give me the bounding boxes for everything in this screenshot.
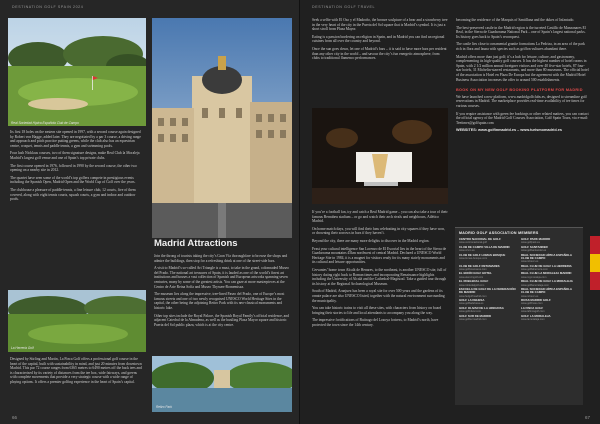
club-website[interactable]: www.golfpark.es [521, 241, 540, 245]
paragraph: Once the sun goes down, let one of Madrid’s bars – it is said to have more bars per resident than any other city in the world – and savour the city’s fun energetic atmosphere, from clubs to traditional flamenco performances. [312, 46, 447, 61]
club-name: REAL CLUB LA MORALEJA MADRID [521, 271, 572, 276]
list-item [521, 299, 579, 305]
golf-course-illustration [8, 18, 146, 126]
list-item [459, 238, 517, 244]
list-item [521, 246, 579, 252]
paragraph: If you’re a football fan, try and catch a Real Madrid game – you can also take a tour of their famous Bernabeu stadium – or go and watch their arch rivals and neighbours, Atlético Madrid. [312, 210, 448, 224]
list-item [459, 315, 517, 321]
retiro-illustration [152, 356, 292, 412]
club-website[interactable]: www.golfsurmadrid.com [459, 318, 487, 322]
club-website[interactable]: www.rshecc.es [521, 260, 539, 264]
club-name: GOLF OLIVAR DE LA HINOJOSA [459, 305, 504, 310]
club-website[interactable]: www.rshecc.es [521, 294, 539, 298]
club-website[interactable]: www.golflaherreria.com [521, 267, 548, 271]
club-name: EL ENCÍN GOLF HOTEL [459, 271, 492, 276]
left-col-text-1 [10, 130, 144, 205]
club-website[interactable]: www.elencingolf.com [459, 275, 484, 279]
club-name: GOLF LA DEHESA [459, 298, 485, 303]
list-item [521, 315, 579, 321]
club-name: LA FINCA GOLF [521, 305, 544, 310]
list-item [521, 254, 579, 264]
madrid-street-illustration [152, 18, 292, 238]
flag-stripe-yellow [590, 254, 600, 272]
club-name: CLUB DE CAMPO VILLA DE MADRID [459, 244, 510, 249]
club-website[interactable]: www.centronacional.golf [459, 241, 487, 245]
photo2-caption: La Herreria Golf [11, 346, 34, 350]
paragraph: Beyond the city, there are many more delights to discover in the Madrid region. [312, 238, 430, 243]
photo1-caption: Real Sociedad Hípica Española Club de Campo [11, 121, 79, 125]
golf-course-photo-2 [8, 290, 146, 352]
running-head-right: DESTINATION GOLF TRAVEL [312, 5, 376, 9]
list-item [521, 272, 579, 278]
attractions-heading: Madrid Attractions [154, 238, 238, 249]
herreria-illustration [8, 290, 146, 352]
flag-stripe-red-top [590, 236, 600, 254]
club-website[interactable]: www.lamoraleja.com [521, 318, 545, 322]
club-website[interactable]: www.lomas-bosque.com [459, 256, 488, 260]
club-website[interactable]: www.golfretamares.com [459, 267, 487, 271]
retiro-park-photo [152, 356, 292, 412]
paragraph: You can take historic trains to visit all these sites, with characters from history on board bringing their stories to life and local attendants to accompany you along the way. [312, 306, 442, 315]
list-item [459, 299, 517, 305]
club-name: REAL CLUB DE GOLF LA MORALEJA [521, 279, 573, 284]
madrid-gran-via-photo [152, 18, 292, 238]
paragraph: The best-preserved castle in the Madrid region is the turreted Castillo de Manzanares El Real, in the Sierra de Guadarrama National Park – one of Spain’s largest national parks. Its history goes back to Spain’s reconquest. [456, 25, 586, 39]
paragraph: The quartet have seen some of the world’s top golfers compete in prestigious events including the Spanish Open, Madrid Open and the World Cup of Golf over the years. [10, 175, 136, 185]
left-col-text-2 [10, 357, 144, 388]
paragraph: If you require assistance with green fee bookings or other related matters, you can contact the official agency of the Madrid Golf Courses Association, Golf Spain Tours, via e-mail: Teetimes@golfspain.com [456, 111, 589, 125]
paragraph: Seek a selfie with El Oso y el Madroño, the bronze sculpture of a bear and a strawberry tree in the very heart of the city in the Puerta del Sol square that is Madrid’s symbol. It is just a short stroll from Plaza Mayor. [312, 18, 448, 32]
paragraph: On home match days, you will find their fans celebrating in city squares if they have won, or drowning their sorrows in bars if they haven’t. [312, 226, 445, 236]
right-col-1-text [312, 210, 448, 330]
club-name: CLUB DE GOLF RETAMARES [459, 263, 500, 268]
paragraph: The castle lies close to ornamental granite formations La Pedriza, in an area of the park rich in flora and fauna with species such as griffon vultures abundant there. [456, 42, 585, 51]
paragraph: Its first 18 holes on the eastern site opened in 1997, with a second course again designed by Robert von Hagge, added later. They are negotiated by a par 3 course, a driving range and approach and pitch practice putting greens, while the club also has an equestrian centre, croquet, tennis and paddle tennis, a gym and swimming pools. [10, 130, 141, 148]
club-name: CENTRO NACIONAL DE GOLF [459, 237, 501, 241]
club-name: GOLF SANTANDER [521, 244, 548, 249]
club-name: REAL SOCIEDAD HÍPICA ESPAÑOLA CLUB DE CAMPO [521, 287, 572, 295]
websites-label: WEBSITES: [456, 128, 478, 133]
paragraph: Other top sites include the Royal Palace, the Spanish Royal Family’s official residence, and adjacent Catedral de la Almudena, as well as the bustling Plaza Mayor square and historic Puerta del Sol public plaza, which is at the city centre. [154, 313, 290, 327]
paragraph: Eating is a passion bordering on religion in Spain, and in Madrid you can find an regional cuisines from all over the country and beyond. [312, 34, 445, 44]
list-item [459, 280, 517, 286]
list-item [521, 307, 579, 313]
paragraph: The first course opened in 1976, followed in 1990 by the second course, the other two opening on a nearby site in 2012. [10, 163, 137, 173]
paragraph: Four lush Nicklaus courses, two of them signature designs, make Real Club la Moraleja Madrid’s largest golf venue and one of Spain’s top private clubs. [10, 151, 140, 160]
club-website[interactable]: www.golfrivas.com [521, 302, 543, 306]
club-name: GOLF LA MORALEJA [521, 313, 551, 318]
paragraph: Join the throng of tourists taking the city’s Gran Vía thoroughfare to browse the shops and admire the buildings, then stop for a refreshing drink at one of the street-side bars. [154, 254, 288, 263]
attractions-text [154, 254, 292, 330]
paragraph: South of Madrid, Aranjuez has been a royal site for over 500 years and the gardens of its ornate palace are also UNESCO listed, together with the natural environment surrounding the municipality. [312, 289, 445, 303]
club-name: RIVAS MADRID GOLF [521, 298, 551, 303]
paragraph: The clubhouse a pleasure of paddle-tennis, a fine leisure club, 12 courts, five of them covered, along with eight tennis courts, squash courts, a gym and indoor and outdoor pools. [10, 187, 136, 202]
club-name: CLUB DE GOLF LOMAS BOSQUE [459, 252, 506, 257]
club-name: REAL SOCIEDAD HÍPICA ESPAÑOLA CLUB DE CAMPO [521, 252, 572, 260]
member-clubs-box [455, 227, 583, 405]
club-website[interactable]: www.golfolivar.com [459, 310, 482, 314]
right-col-1-top-text [312, 18, 448, 64]
list-item [459, 254, 517, 264]
paragraph: A visit to Madrid’s so-called Art Triangle is a must, to take in the grand, colonnaded Museo del Prado. The national art treasures of Spain, it is lauded as one of the world’s finest art institutions and houses a vast collection of Spanish and European artworks spanning seven centuries, many by some of the greatest artists. You can gaze at more masterpieces at the Centro de Arte Reina Sofía and Museo Thyssen-Bornemisza. [154, 266, 289, 289]
running-head-left: DESTINATION GOLF SPAIN 2024 [12, 5, 84, 9]
page-number-right: 67 [584, 415, 590, 420]
paragraph: Feast your cultural intelligence San Lorenzo de El Escorial lies in the heart of the Sierra de Guadarrama mountains 45km northwest of central Madrid. Declared a UNESCO World Heritage Site in 1984, it is a magnet for visitors ready for its many stately monuments and its cultural and leisure opportunities. [312, 246, 447, 265]
club-list [455, 238, 583, 321]
bartender-illustration [312, 108, 448, 204]
club-name: GOLF SUR DE MADRID [459, 313, 492, 318]
club-website[interactable]: www.fedgolfmadrid.com [459, 294, 487, 298]
club-name: ESCUELA DE GOLF DE LA FEDERACIÓN DE MADRID [459, 287, 516, 295]
golf-course-photo-1 [8, 18, 146, 126]
websites-line [456, 128, 590, 133]
list-item [521, 280, 579, 286]
club-website[interactable]: www.lafincagolf.com [521, 310, 545, 314]
club-website[interactable]: www.rcgmoraleja.com [521, 275, 547, 279]
list-item [459, 272, 517, 278]
club-name: GOLF PARK MADRID [521, 237, 551, 241]
paragraph: The impressive fortifications of Buitrago del Lozoya fortress, to Madrid’s north, have protected the town since the 14th century. [312, 318, 439, 327]
paragraph: becoming the residence of the Marquis of Santillana and the dukes of Infantado. [456, 18, 575, 22]
club-website[interactable]: www.robledalgolf.com [459, 283, 485, 287]
club-name: EL ROBLEDAL GOLF [459, 279, 489, 284]
paragraph: We have launched a new platform, www.madridgolfclubs.es, designed to streamline golf reservations in Madrid. The marketplace provides real-time availability of tee times for various courses. [456, 94, 587, 108]
clubs-title: MADRID GOLF ASSOCIATION MEMBERS [459, 231, 539, 235]
paragraph: Cervantes’ home town Alcalá de Henares, to the northeast, is another UNESCO site, full of history dating right back to Roman times and incorporating Renaissance highlights including the University of Alcalá and the Cathedral-Magistral. Take a guided tour through its history at the Regional Archaeological Museum. [312, 267, 447, 286]
club-website[interactable]: www.ccvm.es [459, 249, 475, 253]
websites-value[interactable]: www.golfinmadrid.es – www.turismomadrid.es [478, 128, 562, 133]
list-item [521, 288, 579, 298]
list-item [459, 307, 517, 313]
list-item [459, 288, 517, 298]
list-item [521, 265, 579, 271]
right-col-2-text [456, 18, 590, 133]
flag-stripe-red-bottom [590, 272, 600, 290]
club-website[interactable]: www.golfladehesa.es [459, 302, 484, 306]
list-item [521, 238, 579, 244]
page-number-left: 66 [12, 415, 18, 420]
paragraph: Madrid offers more than just golf; it’s a hub for leisure, culture, and gastronomy, complementing its high-quality golf courses. It has the highest number of hotel rooms in Spain, with 2 1/2 million annual foreigner visitors and over 40 five-star hotels, 87 four-star hotels, 31 Michelin-starred restaurants, and more than 80 museums. The official hotel of the association is Hotel en Plaza De Europa but the agreement with the Madrid Hotel Business Association increases the offer to around 500 establishments. [456, 54, 589, 82]
club-website[interactable]: www.golflamoraleja.com [521, 283, 549, 287]
club-name: REAL CLUB DE GOLF LA HERRERIA [521, 263, 572, 268]
booking-heading: BOOK ON MY NEW GOLF BOOKING PLATFORM FOR MADRID [456, 88, 583, 93]
list-item [459, 246, 517, 252]
club-website[interactable]: www.golfsantander.es [521, 249, 547, 253]
photo3-caption: Retiro Park [156, 405, 172, 409]
cocktail-bar-photo [312, 108, 448, 204]
paragraph: Designed by Stirling and Martin, La Finca Golf offers a professional golf course in the heart of the capital, built with sustainability in mind, and just 20 minutes from downtown Madrid. This par 72 course ranges from 6365 metres to 6490 metres off the back tees and is characterised by its variety of distances from the tee box, wide fairways, and greens with complete movements that provide a very strategic course with a wide range of playing options. It offers a premier golfing experience in the heart of Spain’s capital. [10, 357, 142, 384]
paragraph: The museum lies along the impressive, tree-lined Paseo del Prado, one of Europe’s most famous streets and one of two newly recognised UNESCO World Heritage Sites in the capital, the other being the adjoining Retiro Park with its neo-classical monuments and historic lake. [154, 292, 285, 310]
